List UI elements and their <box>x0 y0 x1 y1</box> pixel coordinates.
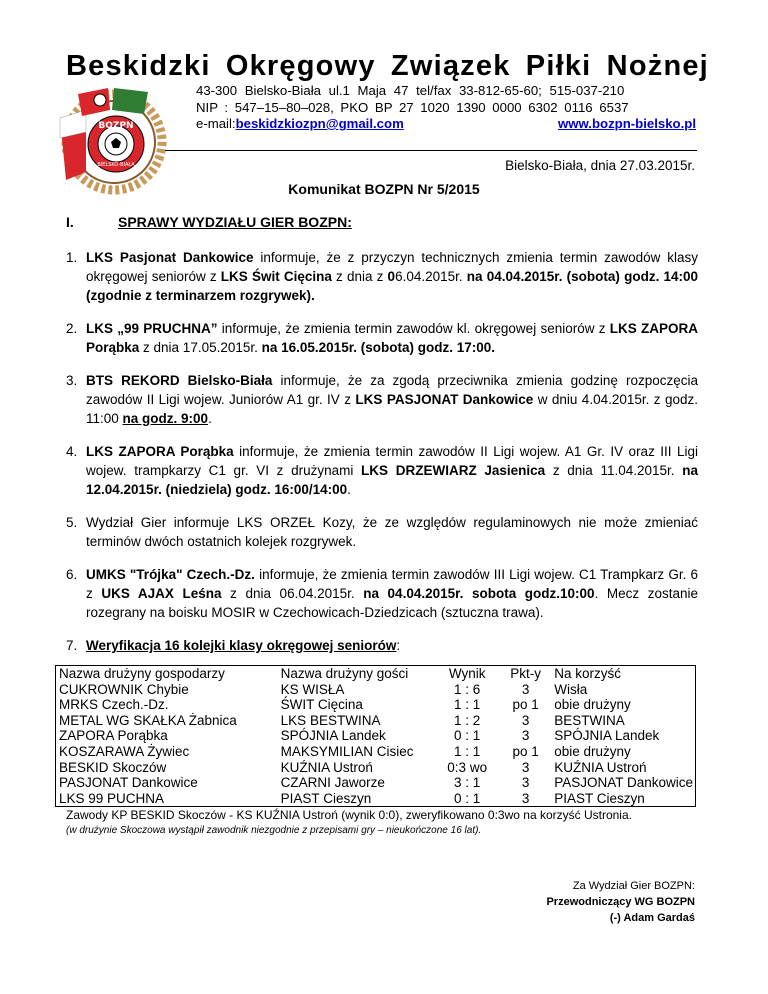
home-team-cell: ZAPORA Porąbka <box>59 728 168 744</box>
item-text: z dnia 17.05.2015r. <box>139 340 262 355</box>
item-number: 7. <box>66 638 78 653</box>
points-cell: 3 <box>521 712 530 728</box>
item-text: LKS Świt Cięcina <box>220 269 332 284</box>
table-row <box>56 744 696 760</box>
table-header-row <box>56 666 696 682</box>
points-cell: 3 <box>521 728 530 744</box>
score-cell: 0 : 1 <box>454 790 481 806</box>
item-text: LKS PASJONAT Dankowice <box>355 392 534 407</box>
away-team-cell: SPÓJNIA Landek <box>280 728 386 744</box>
address-line: 43-300 Bielsko-Biała ul.1 Maja 47 tel/fax 33-812-65-60; 515-037-210 <box>196 83 625 98</box>
verification-note: Zawody KP BESKID Skoczów - KS KUŹNIA Ustroń (wynik 0:0), zweryfikowano 0:3wo na korzyść Ustronia. <box>66 808 632 822</box>
item-text: . <box>208 411 212 426</box>
table-row <box>56 697 696 713</box>
home-team-cell: METAL WG SKAŁKA Żabnica <box>59 712 237 728</box>
announcement-item <box>66 248 698 305</box>
home-team-cell: LKS 99 PUCHNA <box>59 790 165 806</box>
announcement-list <box>66 248 698 669</box>
points-cell: po 1 <box>512 697 539 713</box>
in-favor-cell: PIAST Cieszyn <box>554 790 645 806</box>
date-line: Bielsko-Biała, dnia 27.03.2015r. <box>505 158 695 173</box>
document-title: Komunikat BOZPN Nr 5/2015 <box>288 181 480 197</box>
item-text: na 04.04.2015r. (sobota) godz. 14:00 (zgodnie z terminarzem rozgrywek). <box>86 269 698 303</box>
section-title: SPRAWY WYDZIAŁU GIER BOZPN: <box>118 214 352 230</box>
points-cell: 3 <box>521 681 530 697</box>
header-points: Pkt-y <box>510 666 542 681</box>
signature-name: (-) Adam Gardaś <box>609 912 695 924</box>
points-cell: 3 <box>521 759 530 775</box>
score-cell: 0:3 wo <box>447 759 488 775</box>
home-team-cell: PASJONAT Dankowice <box>59 775 198 791</box>
away-team-cell: KUŹNIA Ustroń <box>280 759 373 775</box>
in-favor-cell: obie drużyny <box>554 743 631 759</box>
in-favor-cell: BESTWINA <box>554 712 625 728</box>
item-number: 6. <box>66 567 78 582</box>
away-team-cell: MAKSYMILIAN Cisiec <box>280 743 414 759</box>
in-favor-cell: SPÓJNIA Landek <box>554 728 660 744</box>
table-row <box>56 713 696 729</box>
home-team-cell: KOSZARAWA Żywiec <box>59 743 190 759</box>
item-text: UMKS "Trójka" Czech.-Dz. <box>86 567 255 582</box>
item-text: informuje, że za zgodą przeciwnika zmienia godzinę rozpoczęcia zawodów II Ligi wojew. Juniorów A1 gr. IV z <box>86 373 698 407</box>
announcement-item <box>66 319 698 357</box>
item-text: 6.04.2015r. <box>395 269 467 284</box>
verification-note-detail: (w drużynie Skoczowa wystąpił zawodnik niezgodnie z przepisami gry – nieukończone 16 lat). <box>66 825 482 836</box>
bank-nip-line: NIP : 547–15–80–028, PKO BP 27 1020 1390 0000 6302 0116 6537 <box>196 100 629 115</box>
email-link[interactable]: beskidzkiozpn@gmail.com <box>235 116 404 131</box>
item-text: z dnia 11.04.2015r. <box>545 463 683 478</box>
table-row <box>56 728 696 744</box>
home-team-cell: CUKROWNIK Chybie <box>59 681 189 697</box>
table-row <box>56 775 696 791</box>
score-cell: 3 : 1 <box>454 775 481 791</box>
signature-line-1: Za Wydział Gier BOZPN: <box>572 880 695 892</box>
score-cell: 1 : 6 <box>454 681 481 697</box>
table-row <box>56 682 696 698</box>
header-away-team: Nazwa drużyny gości <box>280 666 409 681</box>
signature-block <box>546 878 695 926</box>
item-text: LKS „99 PRUCHNA” <box>86 321 218 336</box>
score-cell: 0 : 1 <box>454 728 481 744</box>
header-home-team: Nazwa drużyny gospodarzy <box>59 666 225 681</box>
announcement-item <box>66 442 698 499</box>
away-team-cell: ŚWIT Cięcina <box>280 697 363 713</box>
points-cell: po 1 <box>512 743 539 759</box>
bozpn-logo <box>56 80 174 196</box>
item-text: : <box>396 638 401 653</box>
header-score: Wynik <box>448 666 486 681</box>
home-team-cell: BESKID Skoczów <box>59 759 167 775</box>
points-cell: 3 <box>521 790 530 806</box>
website-link[interactable]: www.bozpn-bielsko.pl <box>558 116 696 131</box>
item-text: z dnia 06.04.2015r. <box>221 586 364 601</box>
item-number: 1. <box>66 250 78 265</box>
item-text: w dniu 4.04.2015r. z godz. 11:00 <box>86 392 698 426</box>
away-team-cell: PIAST Cieszyn <box>280 790 372 806</box>
results-table <box>55 665 696 807</box>
item-text: informuje, że zmienia termin zawodów kl. okręgowej seniorów z <box>217 321 610 336</box>
table-row <box>56 791 696 807</box>
announcement-item <box>66 565 698 622</box>
score-cell: 1 : 1 <box>454 743 481 759</box>
item-text: na 16.05.2015r. (sobota) godz. 17:00. <box>261 340 495 355</box>
contact-line <box>196 116 696 131</box>
item-text: Wydział Gier informuje LKS ORZEŁ Kozy, że ze względów regulaminowych nie może zmieniać terminów dwóch ostatnich kolejek rozgrywek. <box>86 515 698 549</box>
section-numeral: I. <box>66 214 74 230</box>
header-in-favor: Na korzyść <box>554 666 621 681</box>
item-text: Weryfikacja 16 kolejki klasy okręgowej seniorów <box>86 638 397 653</box>
item-text: LKS ZAPORA Porąbka <box>86 321 699 355</box>
item-text: 0 <box>387 269 396 284</box>
item-number: 2. <box>66 321 78 336</box>
item-number: 4. <box>66 444 78 459</box>
in-favor-cell: PASJONAT Dankowice <box>554 775 693 791</box>
item-text: na godz. 9:00 <box>122 411 209 426</box>
email-label: e-mail: <box>196 116 236 131</box>
item-text: informuje, że zmienia termin zawodów III Ligi wojew. C1 Trampkarz Gr. 6 z <box>86 567 698 601</box>
item-text: . <box>347 482 351 497</box>
score-cell: 1 : 1 <box>454 697 481 713</box>
away-team-cell: CZARNI Jaworze <box>280 775 385 791</box>
logo-subtext: BIELSKO-BIAŁA <box>97 162 135 168</box>
item-text: LKS Pasjonat Dankowice <box>86 250 254 265</box>
item-text: . Mecz zostanie rozegrany na boisku MOSIR w Czechowicach-Dziedzicach (sztuczna trawa). <box>86 586 699 620</box>
in-favor-cell: Wisła <box>554 681 588 697</box>
logo-text: BOZPN <box>98 121 134 131</box>
item-text: LKS DRZEWIARZ Jasienica <box>361 463 546 478</box>
home-team-cell: MRKS Czech.-Dz. <box>59 697 169 713</box>
signature-line-2: Przewodniczący WG BOZPN <box>546 896 695 908</box>
table-row <box>56 760 696 776</box>
announcement-item <box>66 371 698 428</box>
header-divider <box>165 150 697 151</box>
in-favor-cell: obie drużyny <box>554 697 631 713</box>
away-team-cell: KS WISŁA <box>280 681 345 697</box>
announcement-item <box>66 636 698 655</box>
organization-title: Beskidzki Okręgowy Związek Piłki Nożnej <box>66 50 709 82</box>
item-number: 3. <box>66 373 78 388</box>
item-text: z dnia z <box>331 269 388 284</box>
item-text: LKS ZAPORA Porąbka <box>86 444 234 459</box>
score-cell: 1 : 2 <box>454 712 481 728</box>
item-text: na 12.04.2015r. (niedziela) godz. 16:00/14:00 <box>86 463 698 497</box>
announcement-item <box>66 513 698 551</box>
section-heading <box>66 214 352 230</box>
in-favor-cell: KUŹNIA Ustroń <box>554 759 647 775</box>
item-text: informuje, że zmienia termin zawodów II Ligi wojew. A1 Gr. IV oraz III Ligi wojew. trampkarzy C1 gr. VI z drużynami <box>86 444 698 478</box>
item-text: na 04.04.2015r. sobota godz.10:00 <box>363 586 595 601</box>
item-text: UKS AJAX Leśna <box>101 586 222 601</box>
item-number: 5. <box>66 515 78 530</box>
points-cell: 3 <box>521 775 530 791</box>
item-text: BTS REKORD Bielsko-Biała <box>86 373 273 388</box>
item-text: informuje, że z przyczyn technicznych zmienia termin zawodów klasy okręgowej seniorów z <box>86 250 698 284</box>
away-team-cell: LKS BESTWINA <box>280 712 381 728</box>
